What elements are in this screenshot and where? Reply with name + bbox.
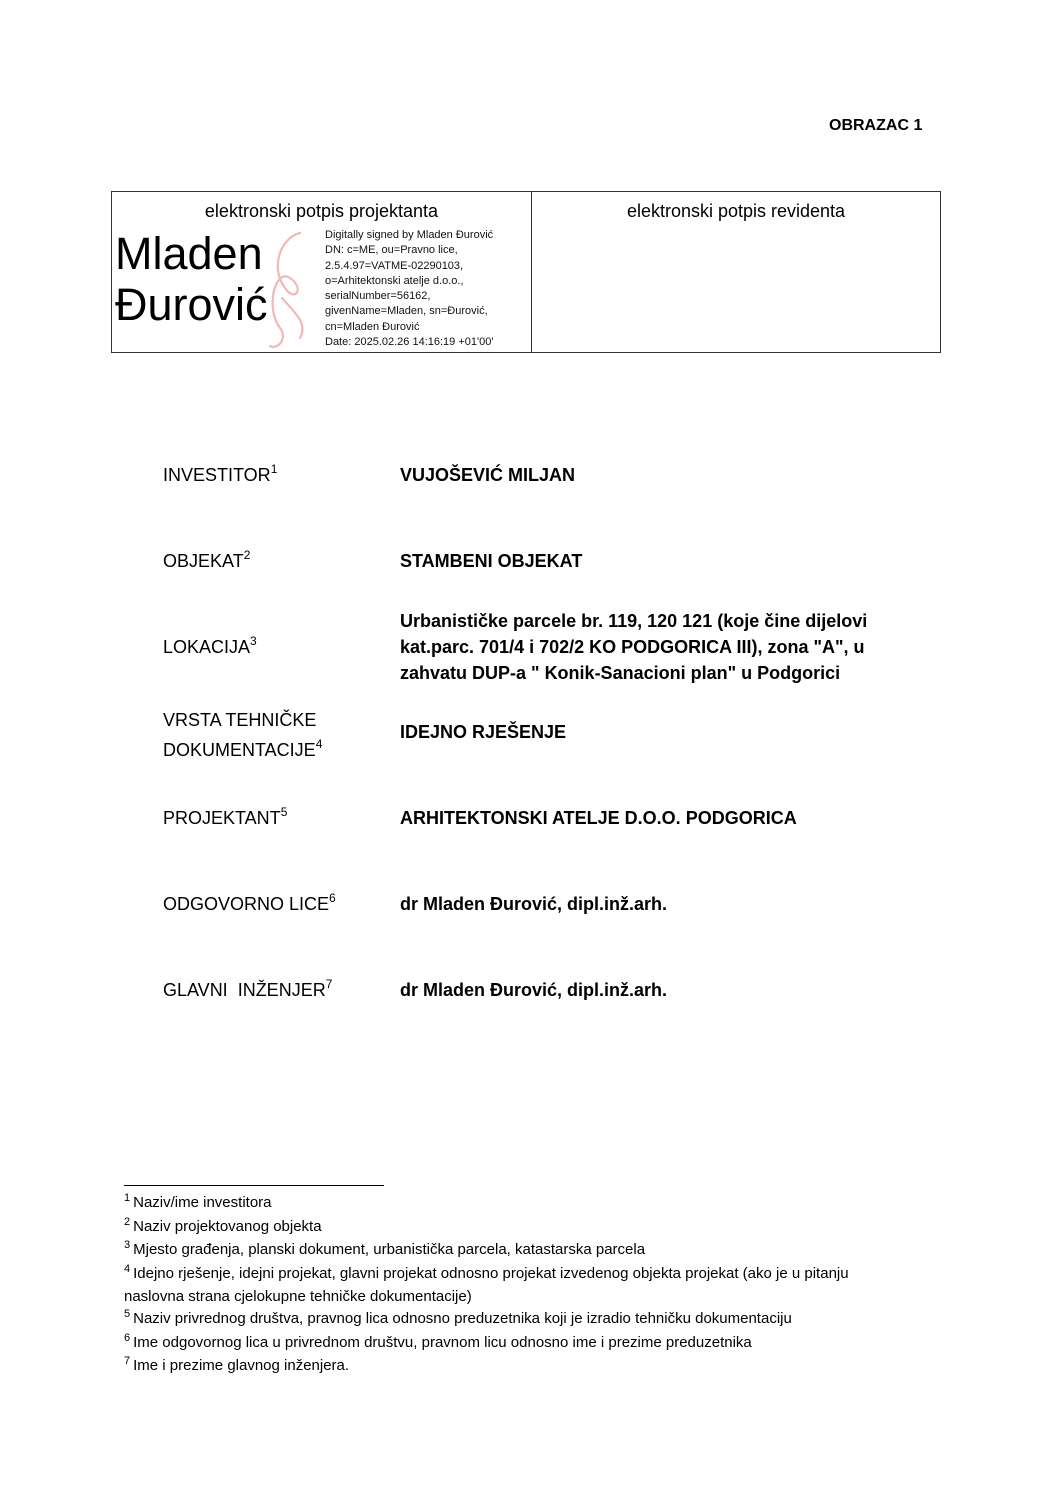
field-label: ODGOVORNO LICE$^6$ (163, 891, 336, 914)
signature-detail-line: o=Arhitektonski atelje d.o.o., (325, 274, 464, 287)
field-label: GLAVNI INŽENJER$^7$ (163, 977, 333, 1000)
field-value: IDEJNO RJEŠENJE (400, 722, 567, 742)
footnote: $^4$ Idejno rješenje, idejni projekat, glavni projekat odnosno projekat izvedenog objekta projekat (ako je u pitanju (124, 1262, 849, 1282)
footnote: $^5$ Naziv privrednog društva, pravnog lica odnosno preduzetnika koji je izradio tehničku dokumentaciju (124, 1307, 792, 1327)
footnote-continuation: naslovna strana cjelokupne tehničke dokumentacije) (124, 1288, 472, 1306)
field-label: OBJEKAT$^2$ (163, 548, 251, 571)
footnote: $^3$ Mjesto građenja, planski dokument, urbanistička parcela, katastarska parcela (124, 1239, 646, 1259)
signature-detail-line: Digitally signed by Mladen Đurović (325, 229, 494, 241)
designer-signature-cell (112, 192, 532, 352)
footnote-divider (124, 1185, 384, 1186)
field-label: PROJEKTANT$^5$ (163, 805, 288, 828)
field-label: VRSTA TEHNIČKE DOKUMENTACIJE$^4$ (163, 710, 323, 760)
signer-last-name: Đurović (115, 279, 268, 330)
signature-details (325, 228, 493, 350)
field-value: dr Mladen Đurović, dipl.inž.arh. (400, 980, 668, 1000)
footnote: $^7$ Ime i prezime glavnog inženjera. (124, 1355, 350, 1375)
reviewer-signature-header: elektronski potpis revidenta (626, 201, 846, 221)
signature-detail-line: cn=Mladen Đurović (325, 320, 420, 333)
field-value: Urbanističke parcele br. 119, 120 121 (koje čine dijelovi kat.parc. 701/4 i 702/2 KO PODGORICA III), zona "A", u zahvatu DUP-a " Konik-Sanacioni plan" u Podgorici (400, 611, 868, 683)
signature-detail-line: Date: 2025.02.26 14:16:19 +01'00' (325, 336, 494, 349)
signature-watermark-icon (260, 228, 310, 353)
footnote: $^1$ Naziv/ime investitora (124, 1192, 272, 1211)
signature-detail-line: 2.5.4.97=VATME-02290103, (325, 259, 464, 272)
signature-table (111, 191, 941, 353)
form-code: OBRAZAC 1 (829, 117, 923, 134)
footnotes (124, 1192, 934, 1379)
field-value: dr Mladen Đurović, dipl.inž.arh. (400, 894, 668, 914)
field-label: INVESTITOR$^1$ (163, 462, 278, 485)
signer-first-name: Mladen (115, 228, 263, 279)
signer-name (115, 228, 268, 330)
field-label: LOKACIJA$^3$ (163, 634, 257, 657)
field-value: STAMBENI OBJEKAT (400, 551, 583, 571)
designer-signature-header: elektronski potpis projektanta (204, 201, 439, 221)
signature-detail-line: DN: c=ME, ou=Pravno lice, (325, 244, 458, 257)
footnote: $^2$ Naziv projektovanog objekta (124, 1215, 322, 1235)
field-value: ARHITEKTONSKI ATELJE D.O.O. PODGORICA (400, 808, 797, 828)
signature-detail-line: givenName=Mladen, sn=Đurović, (325, 305, 488, 318)
field-value: VUJOŠEVIĆ MILJAN (400, 465, 576, 485)
footnote: $^6$ Ime odgovornog lica u privrednom društvu, pravnom licu odnosno ime i prezime preduzetnika (124, 1331, 752, 1351)
reviewer-signature-cell (532, 192, 940, 352)
signature-detail-line: serialNumber=56162, (325, 290, 431, 303)
